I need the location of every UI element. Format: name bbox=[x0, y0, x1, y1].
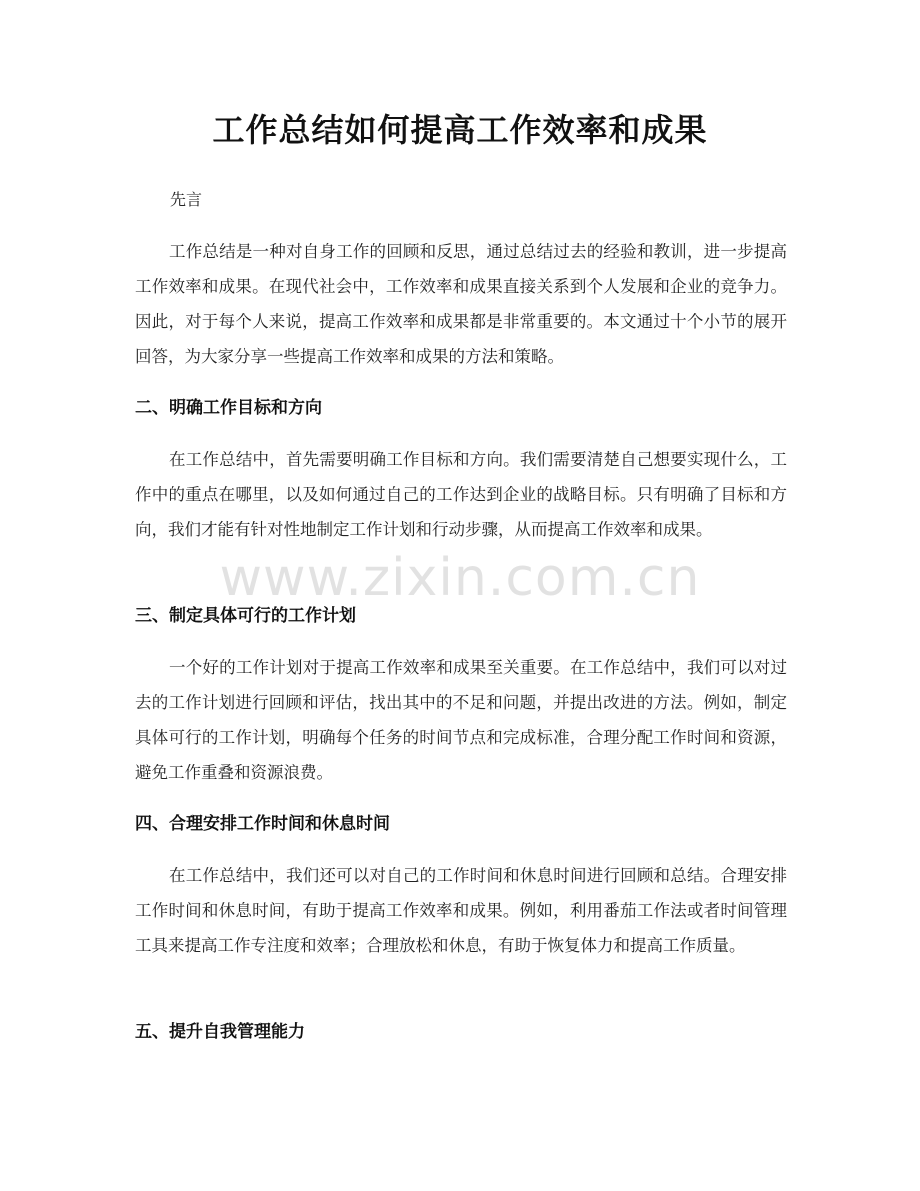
section-heading-4: 四、合理安排工作时间和休息时间 bbox=[135, 814, 390, 834]
section-heading-2: 二、明确工作目标和方向 bbox=[135, 398, 322, 418]
intro-paragraph: 工作总结是一种对自身工作的回顾和反思，通过总结过去的经验和教训，进一步提高工作效率和成果。在现代社会中，工作效率和成果直接关系到个人发展和企业的竞争力。因此，对于每个人来说，提高工作效率和成果都是非常重要的。本文通过十个小节的展开回答，为大家分享一些提高工作效率和成果的方法和策略。 bbox=[135, 242, 787, 366]
preface-label: 先言 bbox=[170, 190, 203, 209]
document-title: 工作总结如何提高工作效率和成果 bbox=[212, 111, 708, 149]
section-heading-3: 三、制定具体可行的工作计划 bbox=[135, 606, 356, 626]
section-body-2: 在工作总结中，首先需要明确工作目标和方向。我们需要清楚自己想要实现什么，工作中的重点在哪里，以及如何通过自己的工作达到企业的战略目标。只有明确了目标和方向，我们才能有针对性地制定工作计划和行动步骤，从而提高工作效率和成果。 bbox=[135, 450, 787, 539]
section-body-4: 在工作总结中，我们还可以对自己的工作时间和休息时间进行回顾和总结。合理安排工作时间和休息时间，有助于提高工作效率和成果。例如，利用番茄工作法或者时间管理工具来提高工作专注度和效率；合理放松和休息，有助于恢复体力和提高工作质量。 bbox=[135, 866, 787, 955]
watermark: www.zixin.com.cn bbox=[219, 548, 701, 608]
section-body-3: 一个好的工作计划对于提高工作效率和成果至关重要。在工作总结中，我们可以对过去的工作计划进行回顾和评估，找出其中的不足和问题，并提出改进的方法。例如，制定具体可行的工作计划，明确每个任务的时间节点和完成标准，合理分配工作时间和资源，避免工作重叠和资源浪费。 bbox=[135, 658, 787, 782]
section-heading-5: 五、提升自我管理能力 bbox=[135, 1022, 305, 1042]
